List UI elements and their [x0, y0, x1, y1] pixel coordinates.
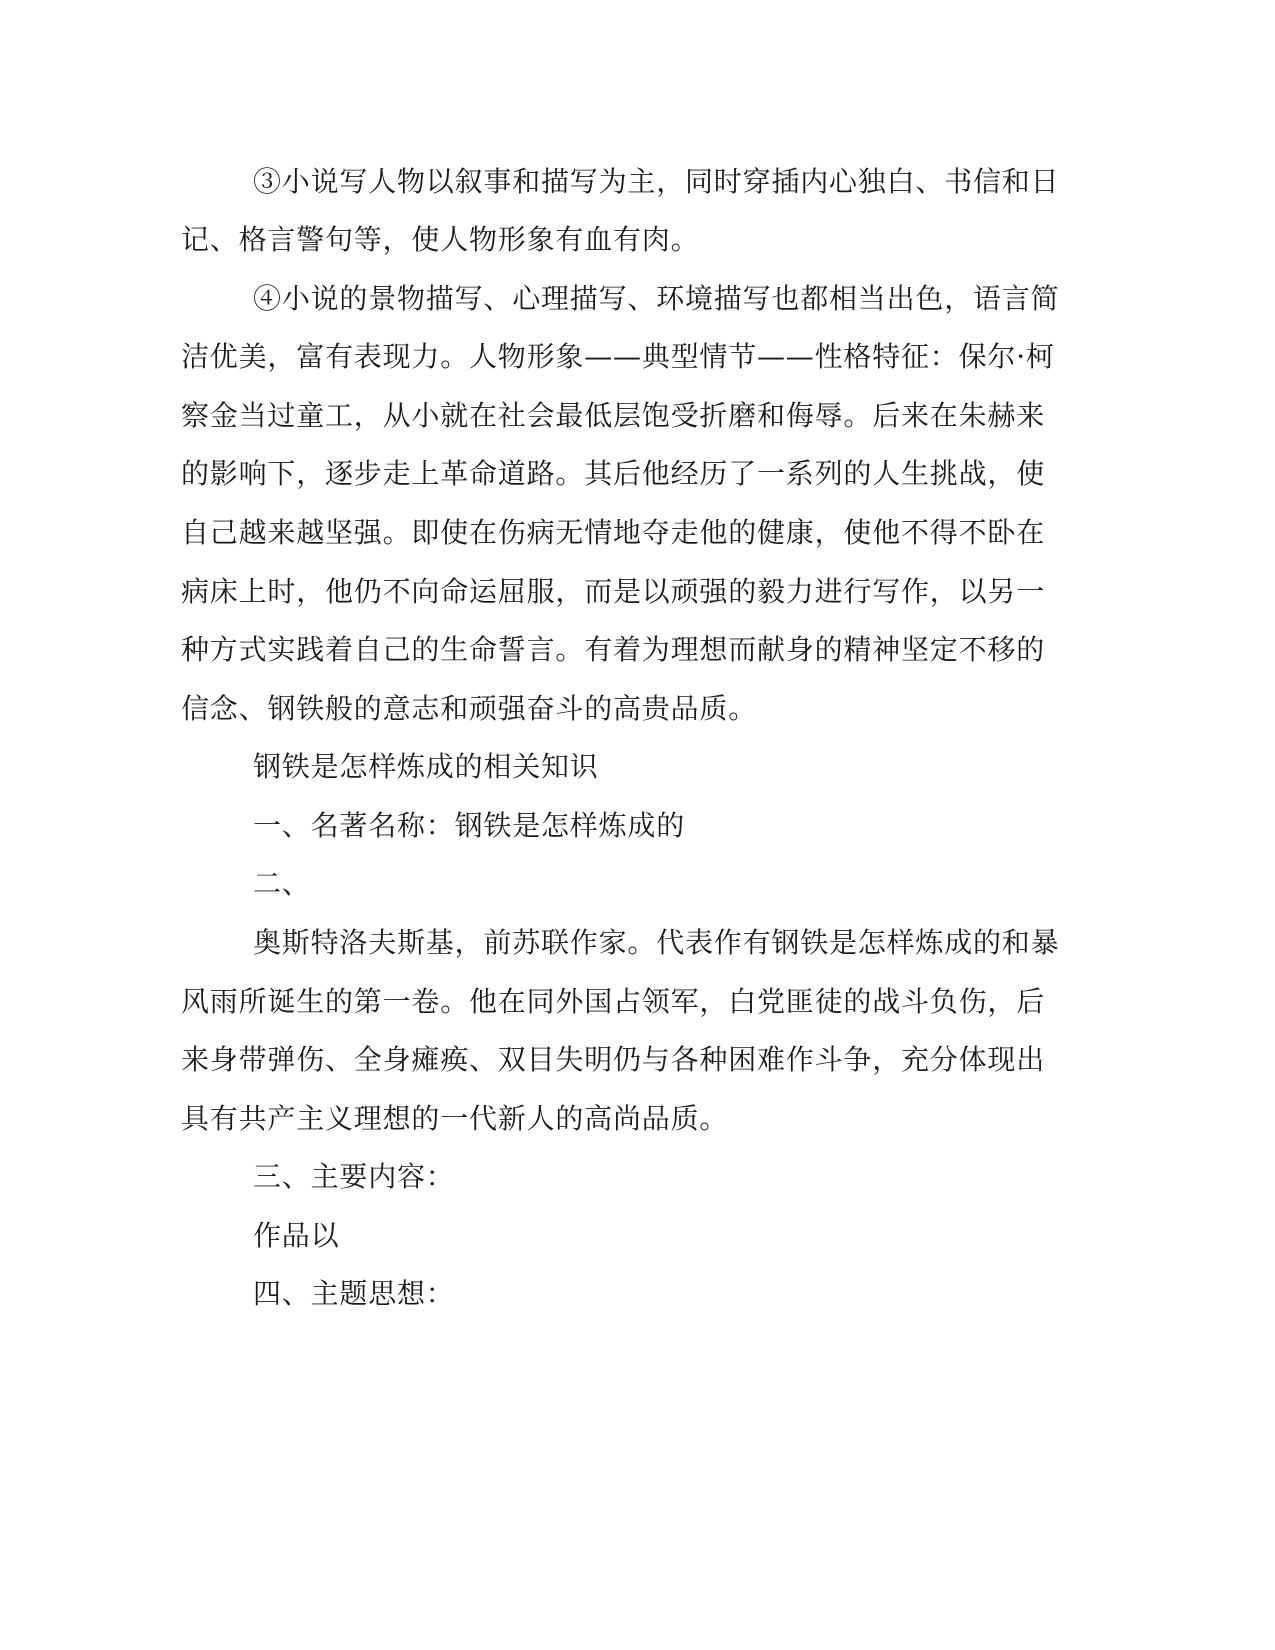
paragraph-4-line-7: 种方式实践着自己的生命誓言。有着为理想而献身的精神坚定不移的: [181, 633, 1046, 666]
paragraph-3-line-1: ③小说写人物以叙事和描写为主，同时穿插内心独白、书信和日: [253, 165, 1060, 198]
paragraph-4-line-8: 信念、钢铁般的意志和顽强奋斗的高贵品质。: [181, 692, 758, 725]
item-2-heading: 二、: [253, 867, 311, 900]
item-4-heading: 四、主题思想：: [253, 1277, 455, 1310]
item-3-heading: 三、主要内容：: [253, 1160, 455, 1193]
item-3-text: 作品以: [253, 1219, 340, 1252]
paragraph-4-line-6: 病床上时，他仍不向命运屈服，而是以顽强的毅力进行写作，以另一: [181, 575, 1046, 608]
paragraph-4-line-2: 洁优美，富有表现力。人物形象——典型情节——性格特征：保尔·柯: [181, 340, 1055, 373]
author-paragraph-line-1: 奥斯特洛夫斯基，前苏联作家。代表作有钢铁是怎样炼成的和暴: [253, 926, 1060, 959]
paragraph-4-line-4: 的影响下，逐步走上革命道路。其后他经历了一系列的人生挑战，使: [181, 457, 1046, 490]
author-paragraph-line-2: 风雨所诞生的第一卷。他在同外国占领军，白党匪徒的战斗负伤，后: [181, 985, 1046, 1018]
section-title: 钢铁是怎样炼成的相关知识: [253, 750, 599, 783]
paragraph-4-line-1: ④小说的景物描写、心理描写、环境描写也都相当出色，语言简: [253, 282, 1060, 315]
paragraph-4-line-5: 自己越来越坚强。即使在伤病无情地夺走他的健康，使他不得不卧在: [181, 516, 1046, 549]
item-1-book-name: 一、名著名称：钢铁是怎样炼成的: [253, 809, 686, 842]
paragraph-3-line-2: 记、格言警句等，使人物形象有血有肉。: [181, 223, 700, 256]
author-paragraph-line-3: 来身带弹伤、全身瘫痪、双目失明仍与各种困难作斗争，充分体现出: [181, 1043, 1046, 1076]
author-paragraph-line-4: 具有共产主义理想的一代新人的高尚品质。: [181, 1102, 729, 1135]
paragraph-4-line-3: 察金当过童工，从小就在社会最低层饱受折磨和侮辱。后来在朱赫来: [181, 399, 1046, 432]
